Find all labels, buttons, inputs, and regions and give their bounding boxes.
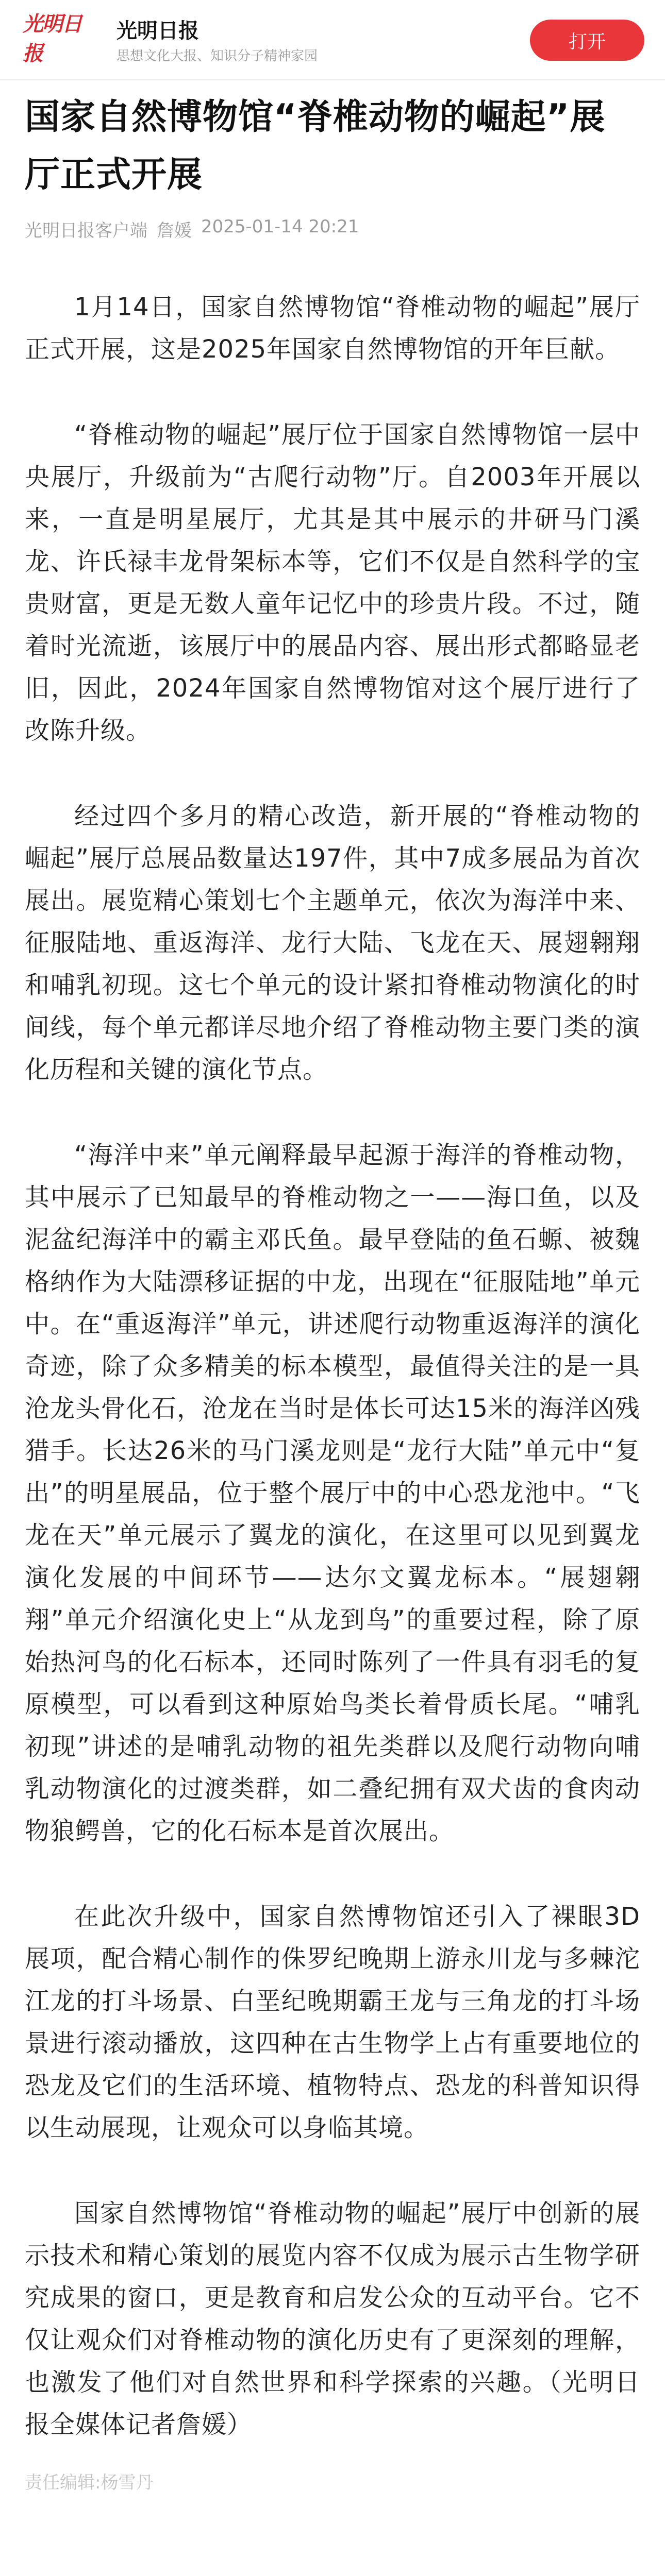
article-paragraph: 经过四个多月的精心改造，新开展的“脊椎动物的崛起”展厅总展品数量达197件，其中7成多展品为首次展出。展览精心策划七个主题单元，依次为海洋中来、征服陆地、重返海洋、龙行大陆、飞龙在天、展翅翱翔和哺乳初现。这七个单元的设计紧扣脊椎动物演化的时间线，每个单元都详尽地介绍了脊椎动物主要门类的演化历程和关键的演化节点。 (25, 802, 640, 1084)
article-author: 詹媛 (157, 221, 192, 241)
article-paragraph: 在此次升级中，国家自然博物馆还引入了裸眼3D展项，配合精心制作的侏罗纪晚期上游永川龙与多棘沱江龙的打斗场景、白垩纪晚期霸王龙与三角龙的打斗场景进行滚动播放，这四种在古生物学上占有重要地位的恐龙及它们的生活环境、植物特点、恐龙的科普知识得以生动展现，让观众可以身临其境。 (25, 1902, 640, 2142)
article-source: 光明日报客户端 (25, 221, 147, 241)
article (25, 80, 640, 2494)
app-slogan: 思想文化大报、知识分子精神家园 (117, 48, 318, 64)
app-name: 光明日报 (117, 19, 199, 43)
article-meta (25, 216, 640, 242)
app-download-banner (0, 0, 665, 80)
article-title: 国家自然博物馆“脊椎动物的崛起”展厅正式开展 (25, 97, 606, 195)
open-app-button[interactable]: 打开 (530, 20, 644, 61)
app-logo: 光明日报 (23, 12, 81, 65)
article-body (25, 286, 640, 2494)
article-datetime: 2025-01-14 20:21 (201, 216, 359, 237)
article-paragraph: 1月14日，国家自然博物馆“脊椎动物的崛起”展厅正式开展，这是2025年国家自然博物馆的开年巨献。 (25, 293, 640, 364)
article-paragraph: 国家自然博物馆“脊椎动物的崛起”展厅中创新的展示技术和精心策划的展览内容不仅成为展示古生物学研究成果的窗口，更是教育和启发公众的互动平台。它不仅让观众们对脊椎动物的演化历史有了更深刻的理解，也激发了他们对自然世界和科学探索的兴趣。（光明日报全媒体记者詹媛） (25, 2199, 640, 2439)
article-paragraph: “海洋中来”单元阐释最早起源于海洋的脊椎动物，其中展示了已知最早的脊椎动物之一——海口鱼，以及泥盆纪海洋中的霸主邓氏鱼。最早登陆的鱼石螈、被魏格纳作为大陆漂移证据的中龙，出现在“征服陆地”单元中。在“重返海洋”单元，讲述爬行动物重返海洋的演化奇迹，除了众多精美的标本模型，最值得关注的是一具沧龙头骨化石，沧龙在当时是体长可达15米的海洋凶残猎手。长达26米的马门溪龙则是“龙行大陆”单元中“复出”的明星展品，位于整个展厅中的中心恐龙池中。“飞龙在天”单元展示了翼龙的演化，在这里可以见到翼龙演化发展的中间环节——达尔文翼龙标本。“展翅翱翔”单元介绍演化史上“从龙到鸟”的重要过程，除了原始热河鸟的化石标本，还同时陈列了一件具有羽毛的复原模型，可以看到这种原始鸟类长着骨质长尾。“哺乳初现”讲述的是哺乳动物的祖先类群以及爬行动物向哺乳动物演化的过渡类群，如二叠纪拥有双犬齿的食肉动物狼鳄兽，它的化石标本是首次展出。 (25, 1141, 640, 1845)
responsible-editor: 责任编辑:杨雪丹 (25, 2472, 154, 2493)
article-paragraph: “脊椎动物的崛起”展厅位于国家自然博物馆一层中央展厅，升级前为“古爬行动物”厅。自2003年开展以来，一直是明星展厅，尤其是其中展示的井研马门溪龙、许氏禄丰龙骨架标本等，它们不仅是自然科学的宝贵财富，更是无数人童年记忆中的珍贵片段。不过，随着时光流逝，该展厅中的展品内容、展出形式都略显老旧，因此，2024年国家自然博物馆对这个展厅进行了改陈升级。 (25, 420, 640, 745)
